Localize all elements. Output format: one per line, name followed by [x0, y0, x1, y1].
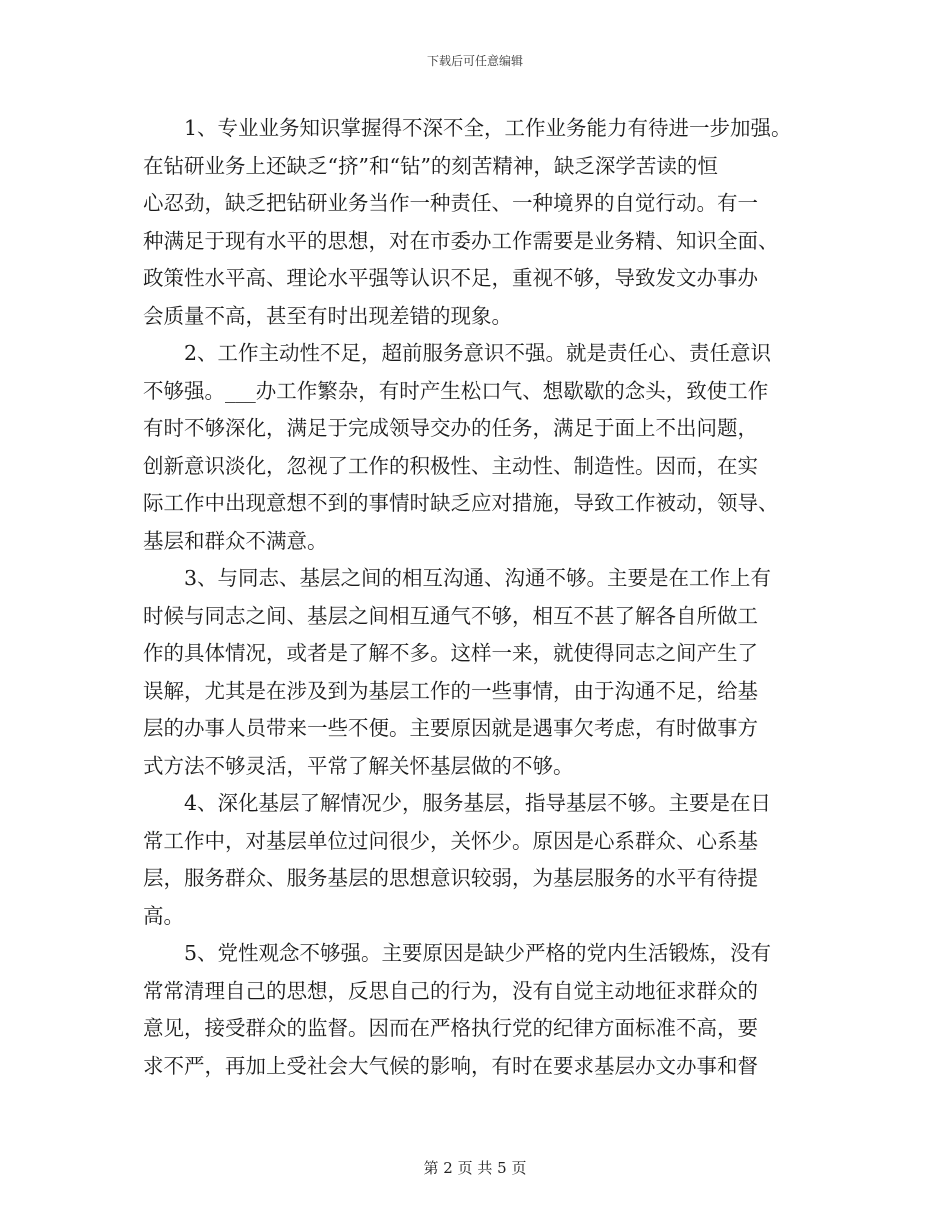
paragraph-line: 4、深化基层了解情况少，服务基层，指导基层不够。主要是在日 — [184, 791, 772, 815]
paragraph-line: 会质量不高，甚至有时出现差错的现象。 — [143, 303, 512, 328]
paragraph-line: 心忍劲，缺乏把钻研业务当作一种责任、一种境界的自觉行动。有一 — [143, 191, 758, 215]
paragraph-2 — [143, 335, 823, 560]
paragraph-line: 常工作中，对基层单位过问很少，关怀少。原因是心系群众、心系基 — [143, 828, 758, 853]
paragraph-line: 求不严，再加上受社会大气候的影响，有时在要求基层办文办事和督 — [143, 1053, 758, 1078]
paragraph-line: 常常清理自己的思想，反思自己的行为，没有自觉主动地征求群众的 — [143, 978, 758, 1003]
paragraph-line: 层的办事人员带来一些不便。主要原因就是遇事欠考虑，有时做事方 — [143, 716, 758, 740]
paragraph-line: 5、党性观念不够强。主要原因是缺少严格的党内生活锻炼，没有 — [184, 941, 772, 965]
paragraph-line: 式方法不够灵活，平常了解关怀基层做的不够。 — [143, 753, 574, 778]
paragraph-line: 2、工作主动性不足，超前服务意识不强。就是责任心、责任意识 — [184, 341, 772, 365]
paragraph-line: 误解，尤其是在涉及到为基层工作的一些事情，由于沟通不足，给基 — [143, 678, 758, 703]
paragraph-line: 时候与同志之间、基层之间相互通气不够，相互不甚了解各自所做工 — [143, 603, 758, 628]
paragraph-line: 有时不够深化，满足于完成领导交办的任务，满足于面上不出问题， — [143, 416, 758, 440]
paragraph-line: 层，服务群众、服务基层的思想意识较弱，为基层服务的水平有待提 — [143, 866, 758, 890]
paragraph-5 — [143, 935, 823, 1085]
paragraph-line: 意见，接受群众的监督。因而在严格执行党的纪律方面标准不高，要 — [143, 1016, 758, 1040]
paragraph-line: 不够强。___办工作繁杂，有时产生松口气、想歇歇的念头，致使工作 — [143, 378, 769, 403]
paragraph-line: 作的具体情况，或者是了解不多。这样一来，就使得同志之间产生了 — [143, 641, 758, 665]
paragraph-line: 际工作中出现意想不到的事情时缺乏应对措施，导致工作被动，领导、 — [143, 491, 779, 515]
paragraph-4 — [143, 785, 823, 935]
paragraph-line: 在钻研业务上还缺乏“挤”和“钻”的刻苦精神，缺乏深学苦读的恒 — [143, 153, 718, 178]
paragraph-line: 高。 — [143, 903, 184, 928]
paragraph-line: 创新意识淡化，忽视了工作的积极性、主动性、制造性。因而，在实 — [143, 453, 758, 478]
paragraph-1 — [143, 110, 823, 335]
paragraph-3 — [143, 560, 823, 785]
paragraph-line: 基层和群众不满意。 — [143, 528, 328, 553]
paragraph-line: 1、专业业务知识掌握得不深不全，工作业务能力有待进一步加强。 — [184, 116, 792, 140]
page-header: 下载后可任意编辑 — [426, 54, 523, 68]
paragraph-line: 种满足于现有水平的思想，对在市委办工作需要是业务精、知识全面、 — [143, 228, 779, 253]
paragraph-line: 政策性水平高、理论水平强等认识不足，重视不够，导致发文办事办 — [143, 266, 758, 290]
paragraph-line: 3、与同志、基层之间的相互沟通、沟通不够。主要是在工作上有 — [184, 566, 772, 590]
page-footer: 第 2 页 共 5 页 — [423, 1159, 527, 1177]
document-body — [143, 110, 823, 1085]
